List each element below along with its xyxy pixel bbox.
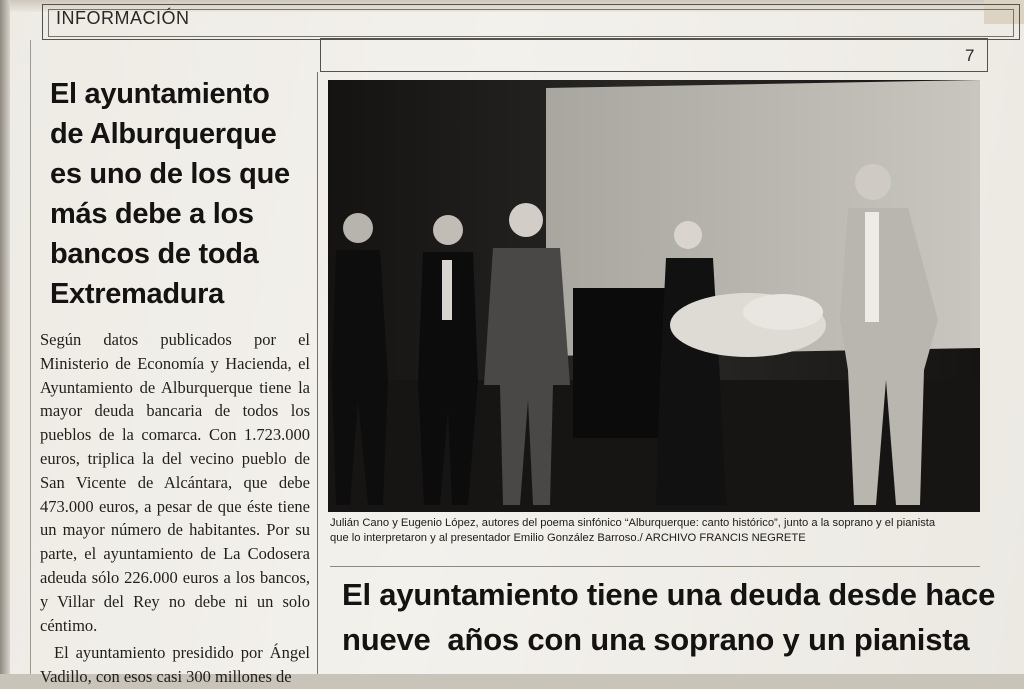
caption-line: que lo interpretaron y al presentador Emilio González Barroso./ ARCHIVO FRANCIS NEGRETE [330, 532, 806, 544]
headline-line: es uno de los que [50, 158, 290, 190]
concert-stage-photo [328, 80, 980, 512]
second-headline-line: nueve años con una soprano y un pianista [342, 622, 970, 657]
page-number-frame [320, 38, 988, 72]
headline-line: de Alburquerque [50, 118, 277, 150]
margin-rule [30, 40, 31, 674]
column-rule [317, 72, 318, 674]
article-paragraph: El ayuntamiento presidido por Ángel Vadillo, con esos casi 300 millones de [40, 643, 310, 687]
article-headline [50, 74, 315, 314]
article-paragraph: Según datos publicados por el Ministerio de Economía y Hacienda, el Ayuntamiento de Alburquerque tiene la mayor deuda bancaria de todos los pueblos de la comarca. Con 1.723.000 euros, triplica la del vecino pueblo de San Vicente de Alcántara, que debe 473.000 euros, a pesar de que éste tiene un mayor número de habitantes. Por su parte, el ayuntamiento de La Codosera adeuda sólo 226.000 euros a los bancos, y Villar del Rey no debe ni un solo céntimo. [40, 330, 310, 635]
headline-line: Extremadura [50, 278, 224, 310]
headline-line: más debe a los [50, 198, 254, 230]
headline-line: bancos de toda [50, 238, 259, 270]
second-headline-line: El ayuntamiento tiene una deuda desde hace [342, 577, 996, 612]
photo-caption [330, 516, 980, 546]
headline-line: El ayuntamiento [50, 78, 270, 110]
page-number: 7 [965, 46, 975, 65]
caption-rule [330, 566, 980, 567]
caption-line: Julián Cano y Eugenio López, autores del poema sinfónico “Alburquerque: canto histórico”, junto a la soprano y el pianista [330, 517, 936, 529]
article-body [40, 328, 310, 689]
section-header-inner-frame [48, 9, 1014, 37]
page-fold-shadow [0, 0, 10, 674]
second-article-headline [342, 572, 1002, 662]
news-photo [328, 80, 980, 512]
section-label: INFORMACIÓN [56, 8, 190, 28]
